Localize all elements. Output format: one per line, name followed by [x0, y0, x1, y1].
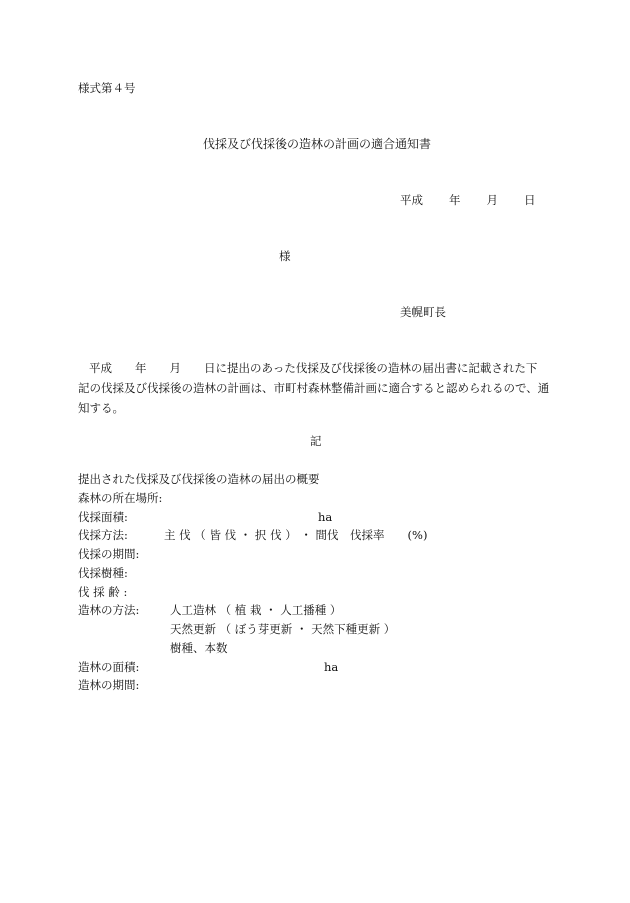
area-label: 伐採面積: — [78, 510, 128, 524]
species-label: 伐採樹種: — [78, 566, 128, 580]
date-month: 月 — [486, 193, 498, 207]
date-day: 日 — [524, 193, 536, 207]
area-row — [78, 510, 378, 525]
sender: 美幌町長 — [400, 305, 446, 319]
species-row — [78, 566, 128, 581]
document-title: 伐採及び伐採後の造林の計画の適合通知書 — [203, 137, 432, 151]
body-line-3: 知する。 — [78, 401, 124, 415]
reforest-area-unit: ha — [324, 660, 339, 674]
period-row — [78, 547, 139, 562]
reforest-area-label: 造林の面積: — [78, 660, 140, 674]
form-number: 様式第４号 — [78, 81, 136, 95]
method-label: 伐採方法: — [78, 528, 128, 542]
location-label: 森林の所在場所: — [78, 491, 163, 505]
addressee-suffix: 様 — [279, 249, 291, 263]
body-paragraph — [78, 358, 552, 418]
period-label: 伐採の期間: — [78, 547, 140, 561]
reforest-period-label: 造林の期間: — [78, 678, 140, 692]
body-line-2: 記の伐採及び伐採後の造林の計画は、市町村森林整備計画に適合すると認められるので、通 — [78, 381, 550, 395]
reforest-method-label: 造林の方法: — [78, 603, 140, 617]
summary-heading: 提出された伐採及び伐採後の造林の届出の概要 — [78, 472, 320, 486]
reforest-method-2: 天然更新 （ ぼう芽更新 ・ 天然下種更新 ） — [170, 622, 396, 636]
reforest-method-row — [78, 603, 478, 618]
method-value: 主 伐 （ 皆 伐 ・ 択 伐 ） ・ 間伐 伐採率 (%) — [164, 528, 428, 542]
date-year: 年 — [449, 193, 461, 207]
date-era: 平成 — [400, 193, 423, 207]
reforest-period-row — [78, 678, 139, 693]
date-line — [400, 193, 536, 208]
reforest-method-3: 樹種、本数 — [170, 641, 228, 655]
reforest-area-row — [78, 660, 378, 675]
body-line-1: 平成 年 月 日に提出のあった伐採及び伐採後の造林の届出書に記載された下 — [89, 361, 538, 375]
age-label: 伐 採 齢 : — [78, 585, 128, 599]
method-row — [78, 528, 478, 543]
area-unit: ha — [318, 510, 333, 524]
location-row — [78, 491, 162, 506]
age-row — [78, 585, 127, 600]
ki-heading: 記 — [310, 434, 322, 448]
reforest-method-1: 人工造林 （ 植 栽 ・ 人工播種 ） — [170, 603, 342, 617]
